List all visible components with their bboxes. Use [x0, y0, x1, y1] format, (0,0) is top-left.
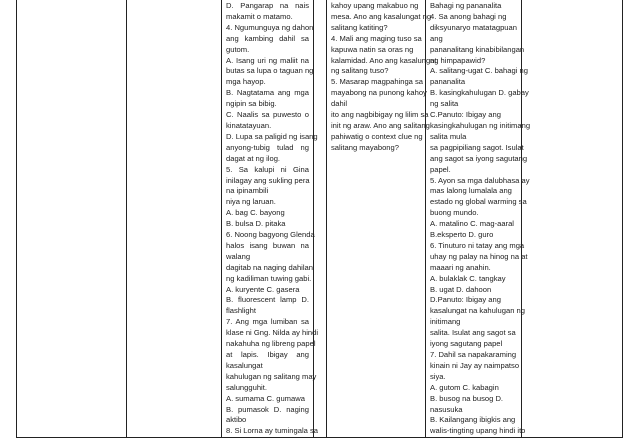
text-line: nakahuha ng libreng papel — [226, 339, 316, 349]
text-line: Bahagi ng pananalita — [430, 1, 502, 10]
text-line: salungguhit. — [226, 382, 267, 392]
text-line: mga hayop. — [226, 77, 266, 87]
text-line: A. Isang uri ng maliit na — [226, 55, 309, 65]
text-line: kinatatayuan. — [226, 120, 272, 130]
text-line: B. pumasok D. naging — [226, 404, 309, 414]
text-line: buong mundo. — [430, 208, 479, 218]
text-line: salitang katiting? — [331, 22, 388, 32]
text-line: diksyunaryo matatagpuan — [430, 22, 517, 32]
text-line: mas lalong lumalala ang — [430, 186, 512, 196]
text-line: papel. — [430, 164, 451, 174]
text-line: D.Panuto: Ibigay ang — [430, 295, 501, 305]
text-line: aktibo — [226, 415, 247, 425]
text-line: at lapis. Ibigay ang — [226, 350, 309, 359]
text-line: kahulugan ng salitang may — [226, 371, 317, 381]
text-line: dagat at ng ilog. — [226, 153, 281, 163]
text-line: pananalitang kinabibilangan — [430, 44, 525, 54]
text-line: maaari ng anahin. — [430, 262, 491, 272]
text-line: iyong sagutang papel — [430, 339, 503, 349]
text-line: salita mula — [430, 131, 467, 141]
text-line: D. Lupa sa paligid ng isang — [226, 131, 318, 141]
text-line: ang kambing dahil sa — [226, 33, 309, 43]
text-line: B. bulsa D. pitaka — [226, 219, 286, 229]
text-line: ngipin sa bibig. — [226, 99, 277, 109]
text-line: pananalita — [430, 77, 466, 87]
text-line: 5. Ayon sa mga dalubhasa ay — [430, 175, 530, 185]
text-line: C. Naalis sa puwesto o — [226, 110, 309, 120]
text-line: B.eksperto D. guro — [430, 230, 494, 240]
empty-cell-1 — [17, 0, 127, 438]
text-line: 5. Sa kalupi ni Gina — [226, 164, 309, 174]
text-line: kasingkahulugan ng initimang — [430, 120, 531, 130]
table-row — [17, 0, 623, 438]
text-line: A. gutom C. kabagin — [430, 382, 499, 392]
text-line: init ng araw. Ano ang salitang — [331, 120, 430, 130]
text-line: 8. Si Lorna ay tumingala sa — [226, 426, 319, 436]
text-line: niya ng laruan. — [226, 197, 276, 207]
text-line: kasalungat — [226, 360, 263, 370]
text-line: flashlight — [226, 306, 256, 316]
text-line: sa pagpipiliang sagot. Isulat — [430, 142, 524, 152]
text-line: B. Nagtatama ang mga — [226, 88, 309, 98]
text-line: mesa. Ano ang kasalungat ng — [331, 11, 432, 21]
text-line: B. kasingkahulugan D. gabay — [430, 88, 529, 98]
text-line: walis-tingting upang hindi ito — [430, 426, 526, 436]
text-line: anyong-tubig tulad ng — [226, 142, 309, 152]
text-line: pahiwatig o context clue ng — [331, 131, 423, 141]
text-line: A. matalino C. mag-aaral — [430, 219, 514, 229]
text-line: 4. Sa anong bahagi ng — [430, 11, 507, 21]
text-line: mayabong na punong kahoy — [331, 88, 427, 98]
text-column-2 — [327, 0, 437, 438]
text-line: ng himpapawid? — [430, 55, 486, 65]
text-line: 6. Tinuturo ni tatay ang mga — [430, 240, 525, 250]
text-line: ang sagot sa iyong sagutang — [430, 153, 528, 163]
text-line: uhay ng palay na hinog na at — [430, 251, 528, 261]
text-line: A. sumama C. gumawa — [226, 393, 305, 403]
text-line: 7. Ang mga lumiban sa — [226, 317, 309, 327]
text-line: ito ang nagbibigay ng lilim sa — [331, 110, 429, 120]
text-line: B. Kailangang ibigkis ang — [430, 415, 516, 425]
lesson-table — [16, 0, 623, 438]
text-line: siya. — [430, 371, 446, 381]
empty-cell-4 — [522, 0, 623, 438]
text-line: initimang — [430, 317, 461, 327]
text-line: makamit o matamo. — [226, 11, 293, 21]
text-line: salita. Isulat ang sagot sa — [430, 328, 516, 338]
text-line: dagitab na naging dahilan — [226, 262, 313, 272]
text-line: 5. Masarap magpahinga sa — [331, 77, 424, 87]
text-line: A. bulaklak C. tangkay — [430, 273, 506, 283]
text-line: D. Pangarap na nais — [226, 1, 309, 10]
text-line: ang — [430, 33, 443, 43]
text-line: kasalungat na kahulugan ng — [430, 306, 525, 316]
text-line: B. ugat D. dahoon — [430, 284, 492, 294]
text-line: 7. Dahil sa napakaraming — [430, 350, 517, 359]
text-line: B. busog na busog D. — [430, 393, 504, 403]
text-line: kinain ni Jay ay naimpatso — [430, 360, 520, 370]
text-line: inilagay ang sukling pera — [226, 175, 310, 185]
text-line: klase ni Gng. Nilda ay hindi — [226, 328, 319, 338]
text-line: walang — [226, 251, 251, 261]
text-line: A. salitang-ugat C. bahagi ng — [430, 66, 528, 76]
text-line: 4. Ngumunguya ng dahon — [226, 22, 314, 32]
text-line: na ipinambili — [226, 186, 269, 196]
text-line: estado ng global warming sa — [430, 197, 527, 207]
text-line: gutom. — [226, 44, 250, 54]
text-line: butas sa lupa o taguan ng — [226, 66, 314, 76]
text-line: salitang mayabong? — [331, 142, 399, 152]
text-line: ng salitang tuso? — [331, 66, 389, 76]
text-line: ng kadiliman tuwing gabi. — [226, 273, 312, 283]
text-line: 4. Mali ang maging tuso sa — [331, 33, 422, 43]
text-line: kalamidad. Ano ang kasalungat — [331, 55, 437, 65]
text-column-1 — [222, 0, 319, 438]
text-line: ng salita — [430, 99, 459, 109]
text-line: A. kuryente C. gasera — [226, 284, 300, 294]
text-line: 6. Noong bagyong Glenda — [226, 230, 315, 240]
text-line: kahoy upang makabuo ng — [331, 1, 419, 10]
text-line: A. bag C. bayong — [226, 208, 285, 218]
text-line: dahil — [331, 99, 348, 109]
text-line: halos isang buwan na — [226, 240, 309, 250]
text-column-3 — [426, 0, 531, 438]
text-line: kapuwa natin sa oras ng — [331, 44, 414, 54]
empty-cell-2 — [127, 0, 222, 438]
text-line: C.Panuto: Ibigay ang — [430, 110, 501, 120]
text-line: nasusuka — [430, 404, 463, 414]
text-line: B. fluorescent lamp D. — [226, 295, 309, 305]
